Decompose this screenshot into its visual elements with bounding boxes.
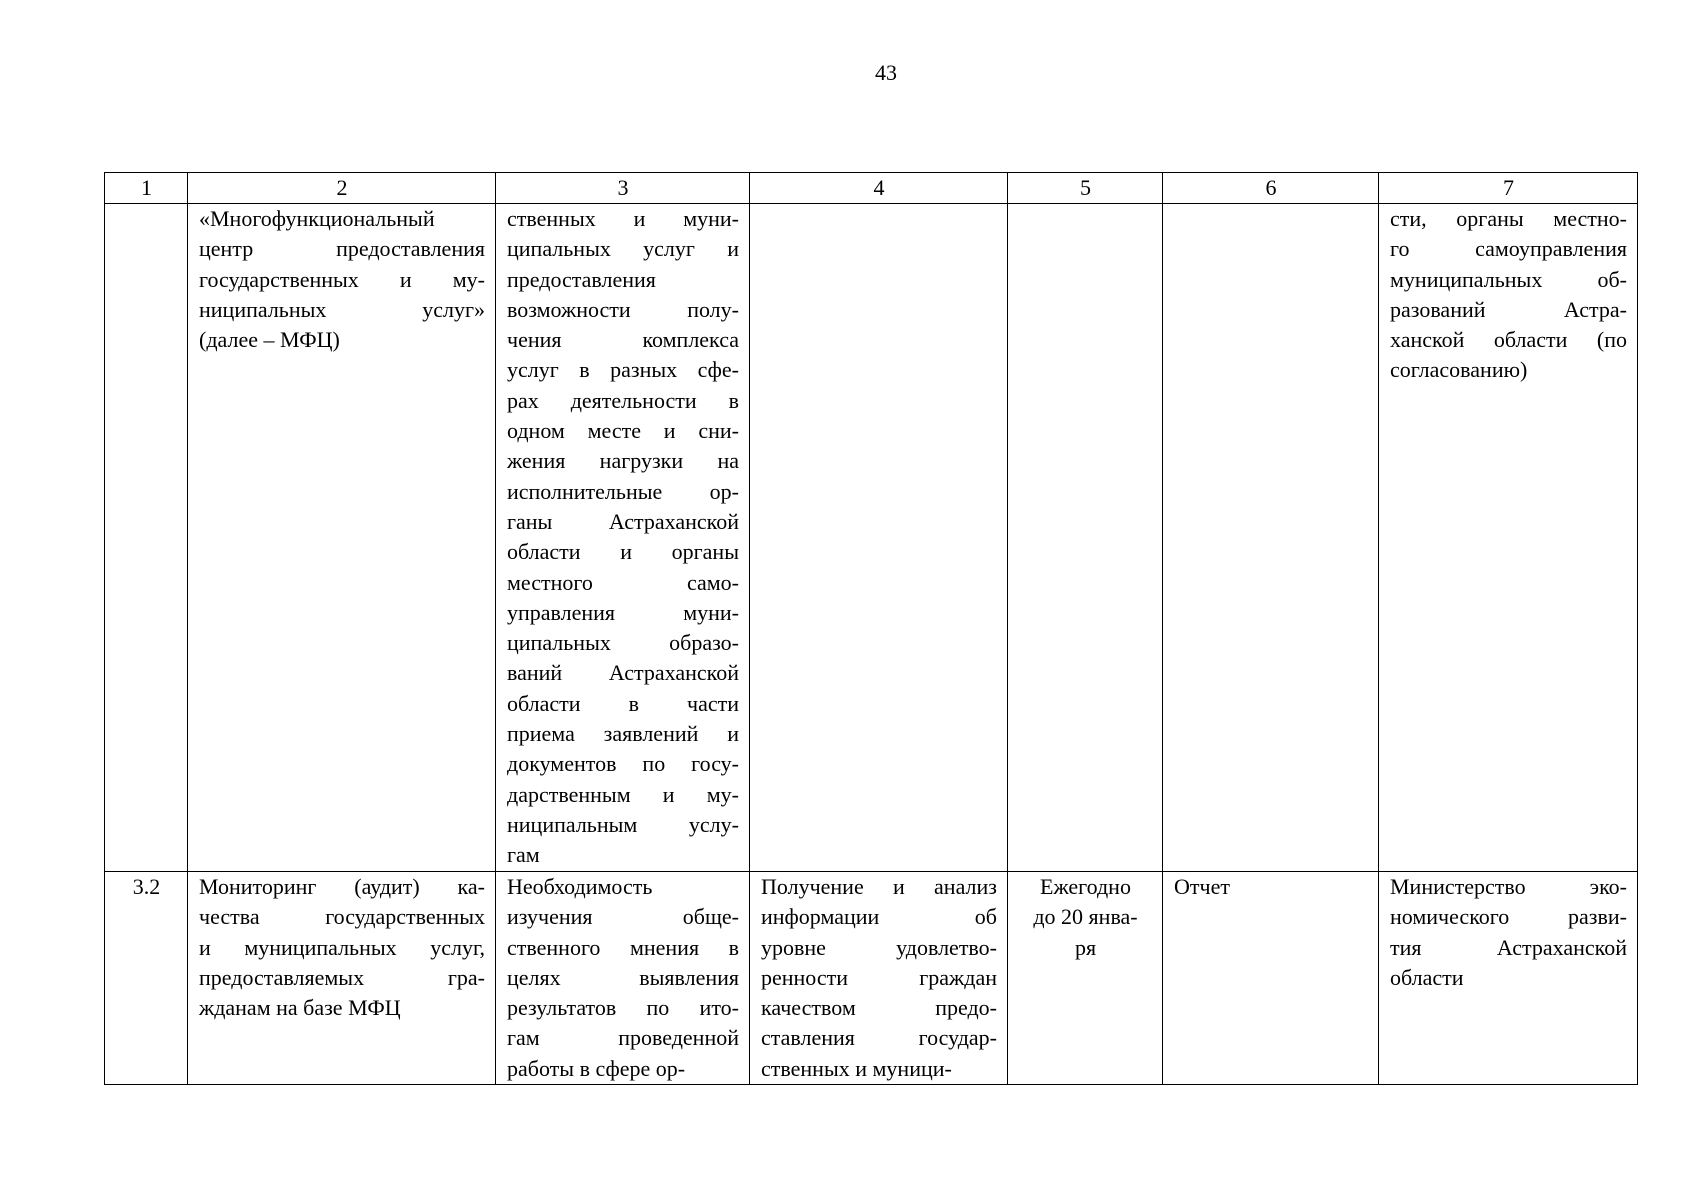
row-number	[105, 204, 188, 872]
cell-form	[1163, 872, 1379, 1085]
text-line: го самоуправления	[1390, 236, 1627, 262]
text-line: результатов по ито-	[507, 995, 739, 1021]
text-line: ственных и муници-	[761, 1055, 952, 1081]
text-line: дарственным и му-	[507, 781, 739, 807]
text-line: согласованию)	[1390, 357, 1528, 383]
text-line: Получение и анализ	[761, 874, 997, 899]
text-line: гам проведенной	[507, 1025, 739, 1051]
table-row	[105, 872, 1638, 1085]
text-line: предоставляемых гра-	[199, 964, 485, 990]
text-line: местного само-	[507, 569, 739, 595]
cell-executor	[188, 204, 496, 872]
text-line: муниципальных об-	[1390, 266, 1627, 292]
text-line: ниципальных услуг»	[199, 296, 485, 322]
cell-result	[750, 872, 1008, 1085]
cell-justification	[496, 872, 750, 1085]
text-line: ственного мнения в	[507, 934, 739, 960]
text-line: до 20 янва-	[1033, 904, 1138, 930]
text-line: Мониторинг (аудит) ка-	[199, 874, 485, 899]
text-line: ставления государ-	[761, 1025, 997, 1051]
text-line: одном месте и сни-	[507, 418, 739, 444]
text-line: целях выявления	[507, 964, 739, 990]
table-row	[105, 204, 1638, 872]
text-line: информации об	[761, 904, 997, 930]
cell-result	[750, 204, 1008, 872]
text-line: Отчет	[1174, 874, 1230, 899]
text-line: ципальных образо-	[507, 630, 739, 656]
column-number-row	[105, 173, 1638, 204]
cell-measure	[188, 872, 496, 1085]
column-number: 2	[188, 173, 496, 204]
text-line: рах деятельности в	[507, 387, 739, 413]
column-number: 5	[1008, 173, 1163, 204]
text-line: области и органы	[507, 539, 739, 565]
text-line: сти, органы местно-	[1390, 206, 1627, 231]
text-line: Необходимость	[507, 874, 653, 899]
column-number: 4	[750, 173, 1008, 204]
text-line: работы в сфере ор-	[507, 1055, 686, 1081]
text-line: ственных и муни-	[507, 206, 739, 231]
text-line: управления муни-	[507, 599, 739, 625]
text-line: ря	[1074, 934, 1097, 960]
text-line: ниципальным услу-	[507, 811, 739, 837]
cell-form	[1163, 204, 1379, 872]
cell-responsible	[1379, 872, 1638, 1085]
text-line: качеством предо-	[761, 995, 997, 1021]
text-line: и муниципальных услуг,	[199, 934, 485, 960]
text-line: области в части	[507, 690, 739, 716]
text-line: чества государственных	[199, 904, 485, 930]
text-line: разований Астра-	[1390, 296, 1627, 322]
cell-justification	[496, 204, 750, 872]
row-number: 3.2	[105, 872, 188, 1085]
text-line: Ежегодно	[1040, 874, 1131, 899]
text-line: возможности полу-	[507, 296, 739, 322]
cell-responsible	[1379, 204, 1638, 872]
text-line: ханской области (по	[1390, 327, 1627, 353]
column-number: 6	[1163, 173, 1379, 204]
text-line: жданам на базе МФЦ	[199, 995, 401, 1021]
text-line: тия Астраханской	[1390, 934, 1627, 960]
text-line: ренности граждан	[761, 964, 997, 990]
text-line: Министерство эко-	[1390, 874, 1627, 899]
text-line: области	[1390, 964, 1464, 990]
text-line: (далее – МФЦ)	[199, 327, 340, 353]
text-line: «Многофункциональный	[199, 206, 435, 231]
column-number: 7	[1379, 173, 1638, 204]
text-line: номического разви-	[1390, 904, 1627, 930]
text-line: государственных и му-	[199, 266, 485, 292]
text-line: изучения обще-	[507, 904, 739, 930]
document-table	[104, 172, 1638, 1085]
text-line: центр предоставления	[199, 236, 485, 262]
cell-deadline	[1008, 204, 1163, 872]
column-number: 3	[496, 173, 750, 204]
text-line: приема заявлений и	[507, 721, 739, 747]
column-number: 1	[105, 173, 188, 204]
text-line: гам	[507, 842, 540, 868]
text-line: предоставления	[507, 266, 656, 292]
text-line: услуг в разных сфе-	[507, 357, 739, 383]
page-number: 43	[875, 60, 897, 85]
text-line: ципальных услуг и	[507, 236, 739, 262]
text-line: уровне удовлетво-	[761, 934, 997, 960]
text-line: документов по госу-	[507, 751, 739, 777]
text-line: ваний Астраханской	[507, 660, 739, 686]
text-line: ганы Астраханской	[507, 508, 739, 534]
text-line: исполнительные ор-	[507, 478, 739, 504]
text-line: жения нагрузки на	[507, 448, 739, 474]
cell-deadline	[1008, 872, 1163, 1085]
text-line: чения комплекса	[507, 327, 739, 353]
